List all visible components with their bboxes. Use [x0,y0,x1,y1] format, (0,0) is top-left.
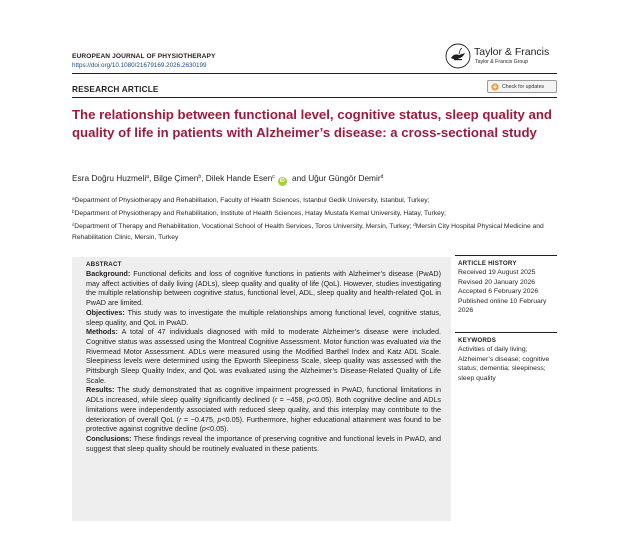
publisher-group: Taylor & Francis Group [475,59,529,65]
taylor-francis-lamp-icon [445,43,471,69]
author-affiliation-mark: b [198,174,202,180]
abstract-conclusions [86,434,441,453]
author-name[interactable]: Dilek Hande Esen [205,173,273,183]
section-text: <0.05). Furthermore, higher educational attainment was found to be protective against cognitive decline ( [86,414,441,434]
journal-name: EUROPEAN JOURNAL OF PHYSIOTHERAPY [72,53,216,60]
affiliation-text: Department of Therapy and Rehabilitation, Vocational School of Health Services, Toros University, Mersin, Turkey; [74,223,414,230]
section-text: This study was to investigate the multiple relationships among functional level, cognitive status, sleep quality, and QoL in PwAD. [86,307,441,327]
affiliation-mark: c [72,222,75,227]
stat-symbol: p [306,395,311,405]
abstract-objectives [86,308,441,327]
section-text: Functional deficits and loss of cognitive functions in patients with Alzheimer’s disease (PwAD) may affect activities of daily living (ADLs), sleep quality and quality of life (QoL). However, studies investigating the multiple relationship between cognitive status, functional level, ADL, sleep quality and health-related QoL in PwAD are limited. [86,269,441,308]
keywords-text: Activities of daily living; Alzheimer’s disease; cognitive status; dementia; sleepiness; sleep quality [458,346,550,382]
history-line: Published online 10 February 2026 [458,297,547,315]
keywords-divider [455,332,557,333]
affiliations [72,193,562,243]
section-text: These findings reveal the importance of preserving cognitive and functional levels in PwAD, and suggest that sleep quality should be routinely evaluated in these patients. [86,433,441,453]
affiliation-text: Department of Physiotherapy and Rehabilitation, Institute of Health Sciences, Hatay Mustafa Kemal University, Hatay, Turkey; [74,210,447,217]
author-separator: , [201,173,206,183]
article-title: The relationship between functional level, cognitive status, sleep quality and quality of life in patients with Alzheimer’s disease: a cross-sectional study [72,107,552,140]
author-name[interactable]: Esra Doğru Huzmeli [72,173,147,183]
check-for-updates-label: Check for updates [502,83,545,90]
title-divider [72,97,557,98]
author-separator: and [289,173,309,183]
abstract-methods [86,327,441,385]
abstract-heading: ABSTRACT [86,261,122,268]
affiliation-text: Mersin City Hospital Physical Medicine and Rehabilitation Clinic, Mersin, Turkey [72,223,544,241]
section-text: = −458, [277,395,307,405]
author-affiliation-mark: a [146,174,150,180]
publisher-logo[interactable] [445,43,555,71]
section-label: Results: [86,385,115,395]
check-for-updates-button[interactable] [487,80,557,93]
abstract-background [86,269,441,308]
section-text: A total of 47 individuals diagnosed with mild to moderate Alzheimer’s disease were included. Cognitive status was assessed using the Montreal Cognitive Assessment. Motor function was evaluated [86,327,441,346]
history-line: Received 19 August 2025 [458,269,536,277]
orcid-icon[interactable]: iD [279,178,285,184]
author-separator: , [149,173,154,183]
abstract-panel [72,257,451,521]
affiliation-text: Department of Physiotherapy and Rehabilitation, Faculty of Health Sciences, Istanbul Gedik University, Istanbul, Turkey; [74,197,430,204]
stat-symbol: r [179,414,182,424]
history-heading: ARTICLE HISTORY [458,260,517,267]
abstract-results [86,385,441,434]
history-line: Accepted 6 February 2026 [458,288,539,296]
affiliation-mark: d [413,222,416,227]
section-label: Background: [86,269,131,278]
section-text: <0.05). Both cognitive decline and ADLs limitations were independently associated with reduced sleep quality, and this interplay may contribute to the deterioration of overall QoL ( [86,395,442,424]
history-line: Revised 20 January 2026 [458,278,536,286]
article-history [458,259,558,315]
abstract-body [86,269,441,453]
section-label: Conclusions: [86,433,132,443]
author-list [72,173,383,186]
update-icon [491,83,499,91]
author-name[interactable]: Uğur Güngör Demir [308,173,381,183]
section-text: the Rivermead Motor Assessment. ADLs were measured using the Modified Barthel Index and Katz ADL Scale. Sleepiness levels were determined using the Epworth Sleepiness Scale, sleep quality was assessed with the Pittsburgh Sleep Quality Index, and QoL was evaluated using the Alzheimer’s Disease-Related Quality of Life Scale. [86,336,441,385]
keywords-heading: KEYWORDS [458,337,497,344]
author-affiliation-mark: c [272,174,275,180]
stat-symbol: r [274,395,278,405]
affiliation-mark: a [72,196,75,201]
publisher-name: Taylor & Francis [474,46,550,58]
author-name[interactable]: Bilge Çimen [153,173,199,183]
section-text-italic: via [419,336,429,346]
affiliation-mark: b [72,209,75,214]
section-text: The study demonstrated that as cognitive impairment progressed in PwAD, functional limitations in ADLs increased, while sleep quality significantly declined ( [86,385,441,405]
section-text: = −0.475, [181,414,218,424]
article-type: RESEARCH ARTICLE [72,85,159,94]
header-divider [72,73,557,74]
stat-symbol: p [217,414,222,424]
history-divider [455,255,557,256]
keywords [458,336,558,383]
section-label: Objectives: [86,307,125,317]
stat-symbol: p [201,424,206,434]
doi-link[interactable]: https://doi.org/10.1080/21679169.2026.2630199 [72,62,207,69]
section-label: Methods: [86,327,118,337]
author-affiliation-mark: d [380,174,384,180]
section-text: <0.05). [205,424,229,434]
